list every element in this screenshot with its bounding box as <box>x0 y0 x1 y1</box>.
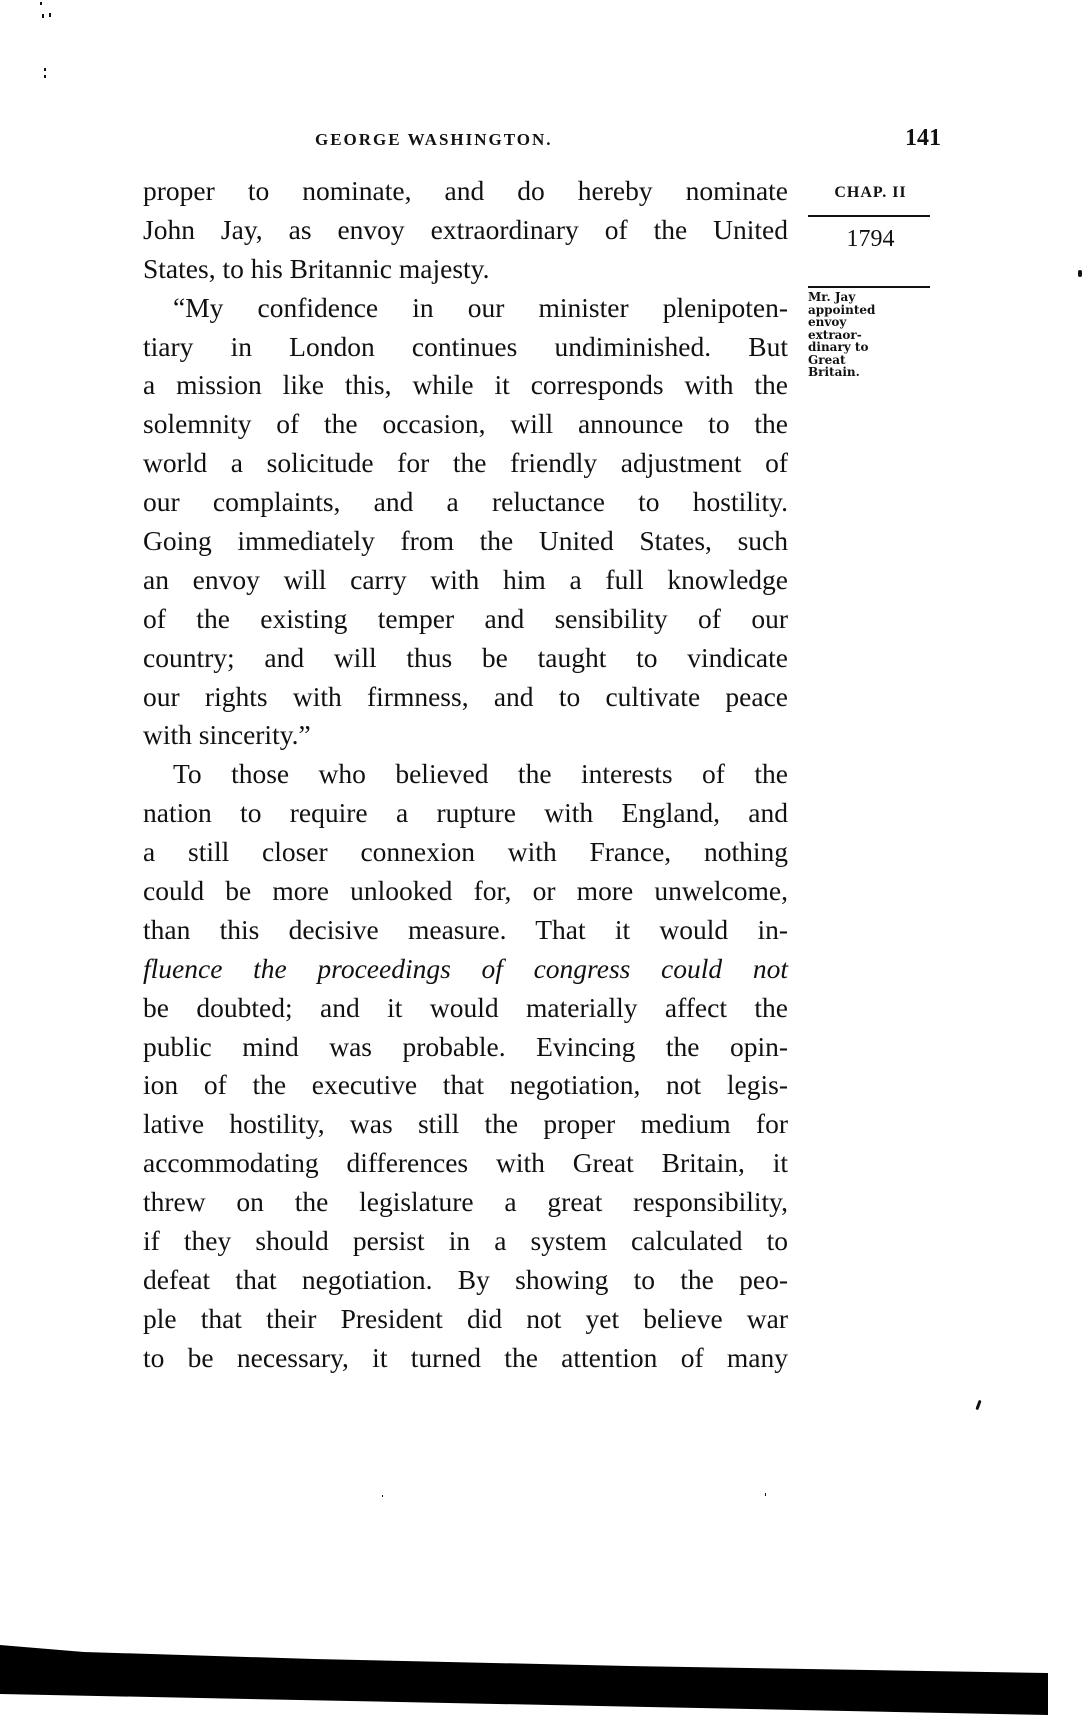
scan-speck <box>40 2 42 5</box>
margin-note-line: extraor- <box>808 327 862 342</box>
running-head: GEORGE WASHINGTON. <box>315 130 553 149</box>
text-line: could be more unlooked for, or more unwelcome, <box>143 875 788 907</box>
text-line: tiary in London continues undiminished. But <box>143 330 788 362</box>
text-line: nation to require a rupture with England, and <box>143 797 788 829</box>
text-line: with sincerity.” <box>143 719 311 751</box>
scan-speck <box>975 1400 981 1410</box>
sidenote-rule-top <box>808 215 930 217</box>
text-line: John Jay, as envoy extraordinary of the United <box>143 213 788 245</box>
text-line: proper to nominate, and do hereby nominate <box>143 175 788 206</box>
scan-speck <box>382 1495 383 1497</box>
scan-speck <box>49 13 51 17</box>
text-line: if they should persist in a system calculated to <box>143 1225 788 1257</box>
sidenote-rule-bottom <box>808 286 930 288</box>
margin-note-line: appointed <box>808 302 876 317</box>
text-line: solemnity of the occasion, will announce to the <box>143 408 788 440</box>
text-line: an envoy will carry with him a full knowledge <box>143 563 788 595</box>
text-line: to be necessary, it turned the attention of many <box>143 1341 788 1373</box>
scan-edge-shadow <box>0 1645 1048 1715</box>
scan-speck <box>765 1493 766 1496</box>
text-line: our rights with firmness, and to cultivate peace <box>143 680 788 712</box>
margin-note-line: Mr. Jay <box>808 290 856 304</box>
text-line: threw on the legislature a great responsibility, <box>143 1186 788 1218</box>
text-line italic-line: fluence the proceedings of congress could not <box>143 952 788 984</box>
text-line: public mind was probable. Evincing the opin- <box>143 1030 788 1062</box>
text-line: accommodating differences with Great Britain, it <box>143 1147 788 1179</box>
text-line: country; and will thus be taught to vindicate <box>143 641 788 673</box>
text-line: be doubted; and it would materially affect the <box>143 991 788 1023</box>
margin-note <box>808 291 908 379</box>
text-line: than this decisive measure. That it would in- <box>143 913 788 945</box>
paragraph-start-line: “My confidence in our minister plenipoten- <box>173 291 788 323</box>
year-label: 1794 <box>846 226 895 252</box>
page-number: 141 <box>905 125 941 151</box>
text-line: defeat that negotiation. By showing to the peo- <box>143 1263 788 1295</box>
scan-speck <box>42 14 44 18</box>
chapter-label: CHAP. II <box>834 184 907 201</box>
text-line: lative hostility, was still the proper medium for <box>143 1108 788 1140</box>
margin-note-line: envoy <box>808 315 847 329</box>
scan-speck <box>1078 270 1082 277</box>
text-line: States, to his Britannic majesty. <box>143 252 490 284</box>
text-line: a still closer connexion with France, nothing <box>143 836 788 868</box>
scan-speck <box>44 68 46 71</box>
text-line: a mission like this, while it corresponds with the <box>143 369 788 401</box>
body-text <box>143 172 788 1378</box>
scan-speck <box>44 75 46 78</box>
margin-note-line: Great <box>808 352 846 367</box>
paragraph-start-line: To those who believed the interests of the <box>173 758 788 790</box>
text-line: of the existing temper and sensibility of our <box>143 602 788 634</box>
margin-note-line: dinary to <box>808 340 869 354</box>
text-line: ion of the executive that negotiation, not legis- <box>143 1069 788 1101</box>
text-line: ple that their President did not yet believe war <box>143 1302 788 1334</box>
text-line: our complaints, and a reluctance to hostility. <box>143 486 788 518</box>
margin-note-line: Britain. <box>808 365 860 379</box>
text-line: world a solicitude for the friendly adjustment of <box>143 447 788 479</box>
text-line: Going immediately from the United States, such <box>143 525 788 557</box>
